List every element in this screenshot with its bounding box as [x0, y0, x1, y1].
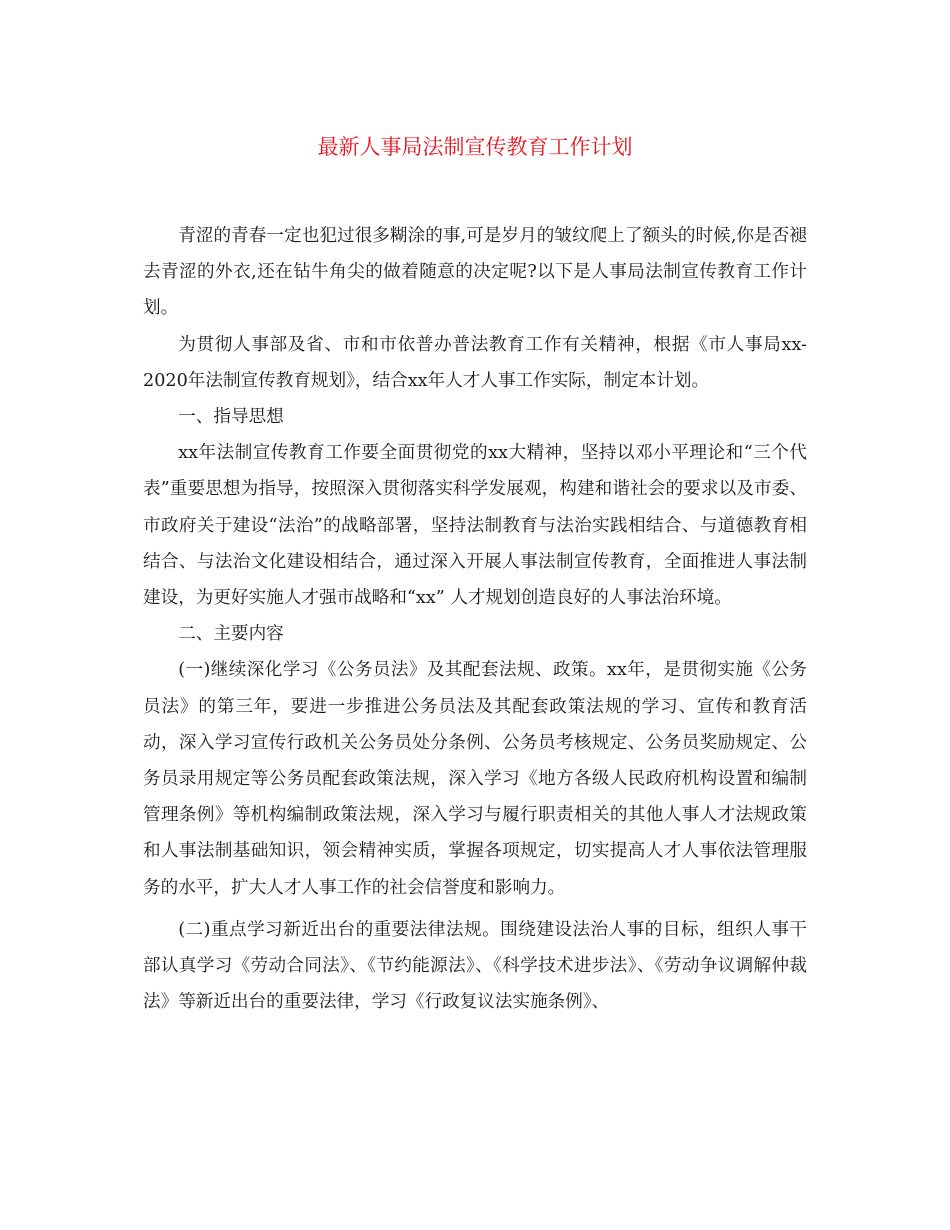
paragraph-item-1: (一)继续深化学习《公务员法》及其配套法规、政策。xx年，是贯彻实施《公务员法》的第三年，要进一步推进公务员法及其配套政策法规的学习、宣传和教育活动，深入学习宣传行政机关公务员处分条例、公务员考核规定、公务员奖励规定、公务员录用规定等公务员配套政策法规，深入学习《地方各级人民政府机构设置和编制管理条例》等机构编制政策法规，深入学习与履行职责相关的其他人事人才法规政策和人事法制基础知识，领会精神实质，掌握各项规定，切实提高人才人事依法管理服务的水平，扩大人才人事工作的社会信誉度和影响力。: [143, 660, 807, 898]
section-heading-guiding-ideology: 一、指导思想: [178, 407, 284, 428]
paragraph-purpose: 为贯彻人事部及省、市和市依普办普法教育工作有关精神，根据《市人事局xx-2020年法制宣传教育规划》，结合xx年人才人事工作实际，制定本计划。: [143, 334, 807, 391]
document-title: 最新人事局法制宣传教育工作计划: [317, 135, 633, 159]
paragraph-intro: 青涩的青春一定也犯过很多糊涂的事,可是岁月的皱纹爬上了额头的时候,你是否褪去青涩的外衣,还在钻牛角尖的做着随意的决定呢?以下是人事局法制宣传教育工作计划。: [143, 226, 807, 319]
section-heading-main-content: 二、主要内容: [178, 624, 284, 645]
document-body: [143, 218, 807, 1020]
paragraph-guiding-ideology: xx年法制宣传教育工作要全面贯彻党的xx大精神，坚持以邓小平理论和“三个代表”重要思想为指导，按照深入贯彻落实科学发展观，构建和谐社会的要求以及市委、市政府关于建设“法治”的战略部署，坚持法制教育与法治实践相结合、与道德教育相结合、与法治文化建设相结合，通过深入开展人事法制宣传教育，全面推进人事法制建设，为更好实施人才强市战略和“xx” 人才规划创造良好的人事法治环境。: [143, 443, 807, 609]
paragraph-item-2: (二)重点学习新近出台的重要法律法规。围绕建设法治人事的目标，组织人事干部认真学习《劳动合同法》、《节约能源法》、《科学技术进步法》、《劳动争议调解仲裁法》等新近出台的重要法律，学习《行政复议法实施条例》、: [143, 919, 807, 1013]
